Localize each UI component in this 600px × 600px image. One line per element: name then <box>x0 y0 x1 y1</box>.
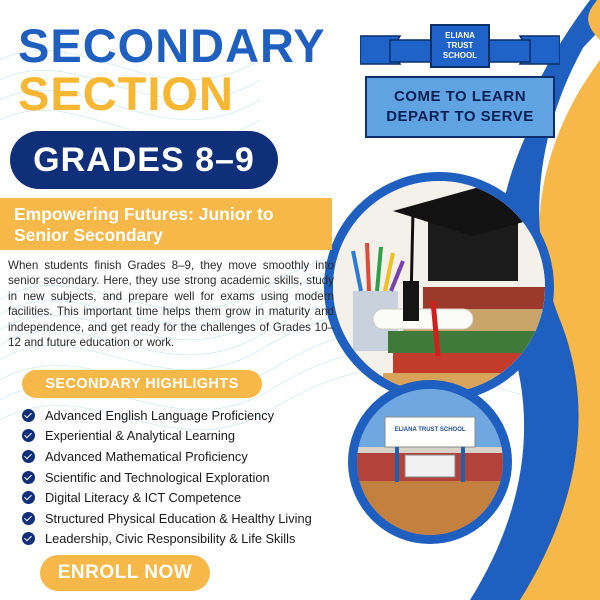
list-item <box>22 467 342 488</box>
highlights-list <box>22 405 342 549</box>
graduation-cap-photo <box>324 172 554 402</box>
highlight-text: Scientific and Technological Exploration <box>45 469 270 485</box>
check-icon <box>22 409 35 422</box>
intro-paragraph: When students finish Grades 8–9, they move smoothly into senior secondary. Here, they use strong academic skills, study in new subjects, and prepare well for exams using modern facilities. This important time helps them grow in maturity and independence, and get ready for the challenges of Grades 10–12 and future education or work. <box>8 259 334 350</box>
highlights-heading: SECONDARY HIGHLIGHTS <box>22 370 262 398</box>
check-icon <box>22 512 35 525</box>
list-item <box>22 405 342 426</box>
logo-motto-line1: COME TO LEARN <box>393 88 527 105</box>
list-item <box>22 446 342 467</box>
graduation-cap-illustration <box>333 181 545 393</box>
list-item <box>22 529 342 550</box>
highlight-text: Advanced Mathematical Proficiency <box>45 448 248 464</box>
highlight-text: Structured Physical Education & Healthy Living <box>45 510 312 526</box>
highlight-text: Leadership, Civic Responsibility & Life Skills <box>45 531 296 547</box>
check-icon <box>22 471 35 484</box>
title-section: SECTION <box>18 67 234 120</box>
logo-motto-line2: DEPART TO SERVE <box>386 108 534 125</box>
check-icon <box>22 491 35 504</box>
school-sign-text: ELIANA TRUST SCHOOL <box>394 427 466 433</box>
grades-badge: GRADES 8–9 <box>10 131 278 189</box>
highlight-text: Experiential & Analytical Learning <box>45 428 235 444</box>
check-icon <box>22 532 35 545</box>
subtitle-banner <box>0 198 332 250</box>
logo-name-shield <box>430 24 490 68</box>
school-logo <box>360 24 560 124</box>
school-building-photo <box>348 380 512 544</box>
enroll-now-button[interactable]: ENROLL NOW <box>40 555 210 591</box>
list-item <box>22 426 342 447</box>
highlight-text: Digital Literacy & ICT Competence <box>45 490 242 506</box>
logo-name-line3: SCHOOL <box>442 51 478 60</box>
check-icon <box>22 450 35 463</box>
subtitle-line1: Empowering Futures: Junior to <box>14 204 274 224</box>
highlight-text: Advanced English Language Proficiency <box>45 407 275 423</box>
list-item <box>22 487 342 508</box>
logo-name-line1: ELIANA <box>445 31 475 40</box>
logo-motto-box <box>365 76 555 138</box>
subtitle-line2: Senior Secondary <box>14 225 163 245</box>
check-icon <box>22 429 35 442</box>
list-item <box>22 508 342 529</box>
logo-name-line2: TRUST <box>446 41 474 50</box>
title-secondary: SECONDARY <box>18 19 326 72</box>
school-building-illustration <box>357 389 503 535</box>
